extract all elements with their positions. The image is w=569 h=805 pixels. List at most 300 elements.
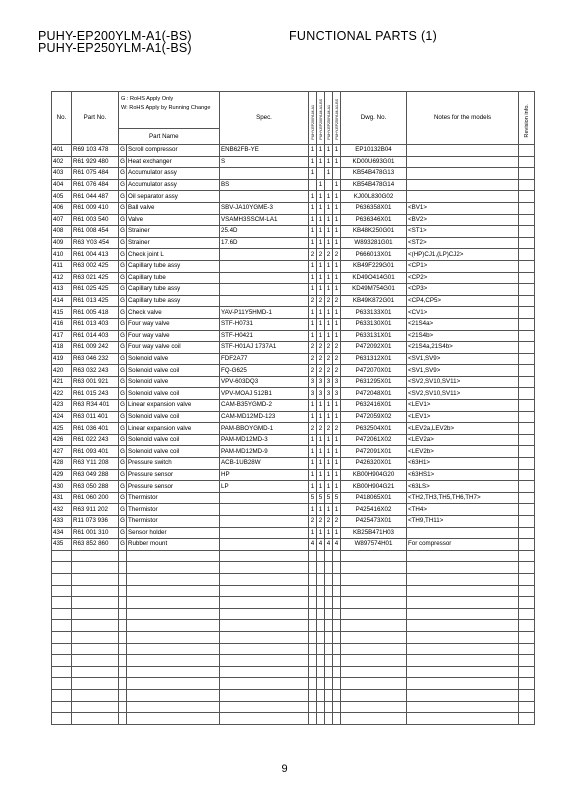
row-qty: 4 (333, 539, 341, 551)
row-revision (519, 469, 535, 481)
row-revision (519, 527, 535, 539)
empty-cell (341, 608, 407, 620)
empty-cell (127, 689, 220, 701)
empty-cell (341, 573, 407, 585)
row-part-name: Accumulator assy (127, 179, 220, 191)
row-qty: 3 (325, 388, 333, 400)
row-dwg-no: P425416X02 (341, 504, 407, 516)
empty-cell (333, 701, 341, 713)
row-qty: 1 (317, 458, 325, 470)
model-col-label: PUHY-EP250YLM-A1-BS (334, 99, 339, 140)
row-no: 427 (52, 446, 72, 458)
row-rohs-flag: G (119, 481, 127, 493)
row-qty: 1 (317, 237, 325, 249)
empty-cell (519, 713, 535, 725)
row-part-no: R61 044 487 (72, 191, 119, 203)
row-notes (407, 168, 519, 180)
row-part-name: Solenoid valve (127, 376, 220, 388)
row-qty: 1 (333, 527, 341, 539)
empty-cell (317, 597, 325, 609)
empty-cell (407, 713, 519, 725)
row-qty: 1 (325, 504, 333, 516)
row-qty: 1 (333, 272, 341, 284)
empty-cell (72, 597, 119, 609)
row-qty: 1 (317, 156, 325, 168)
table-row (52, 168, 535, 180)
row-qty: 1 (309, 307, 317, 319)
empty-cell (127, 666, 220, 678)
empty-cell (127, 713, 220, 725)
empty-row (52, 620, 535, 632)
table-row (52, 342, 535, 354)
empty-cell (519, 562, 535, 574)
row-part-name: Strainer (127, 237, 220, 249)
row-rohs-flag: G (119, 295, 127, 307)
row-qty: 1 (325, 272, 333, 284)
row-qty: 1 (333, 237, 341, 249)
row-qty: 1 (333, 481, 341, 493)
row-spec: PAM-BBOYGMD-1 (220, 423, 309, 435)
row-qty (325, 179, 333, 191)
empty-cell (519, 573, 535, 585)
table-row (52, 226, 535, 238)
empty-cell (119, 666, 127, 678)
row-qty: 2 (317, 342, 325, 354)
table-row (52, 539, 535, 551)
empty-cell (519, 643, 535, 655)
row-revision (519, 307, 535, 319)
row-part-no: R61 025 425 (72, 284, 119, 296)
row-part-name: Check joint L (127, 249, 220, 261)
row-no: 429 (52, 469, 72, 481)
empty-cell (309, 689, 317, 701)
empty-cell (220, 701, 309, 713)
row-spec: BS (220, 179, 309, 191)
row-rohs-flag: G (119, 168, 127, 180)
row-revision (519, 260, 535, 272)
row-part-name: Accumulator assy (127, 168, 220, 180)
row-part-no: R63 049 288 (72, 469, 119, 481)
empty-cell (317, 573, 325, 585)
empty-row (52, 562, 535, 574)
row-spec: FQ-G625 (220, 365, 309, 377)
empty-row (52, 573, 535, 585)
row-qty: 1 (333, 226, 341, 238)
row-dwg-no: P631295X01 (341, 376, 407, 388)
empty-cell (52, 701, 72, 713)
row-qty (309, 179, 317, 191)
row-no: 404 (52, 179, 72, 191)
row-spec (220, 504, 309, 516)
row-revision (519, 353, 535, 365)
row-no: 411 (52, 260, 72, 272)
empty-cell (341, 620, 407, 632)
empty-cell (127, 620, 220, 632)
row-qty: 1 (309, 145, 317, 157)
row-notes (407, 179, 519, 191)
row-qty: 2 (325, 423, 333, 435)
rohs-legend (121, 95, 210, 113)
empty-cell (72, 631, 119, 643)
empty-cell (333, 562, 341, 574)
empty-cell (119, 713, 127, 725)
row-revision (519, 516, 535, 528)
empty-cell (317, 701, 325, 713)
empty-cell (220, 713, 309, 725)
row-notes: <ST1> (407, 226, 519, 238)
row-dwg-no: KB48K250G01 (341, 226, 407, 238)
empty-cell (72, 550, 119, 562)
row-spec: 17.6D (220, 237, 309, 249)
row-qty: 1 (325, 411, 333, 423)
row-spec: VPV-MOAJ 512B1 (220, 388, 309, 400)
row-rohs-flag: G (119, 411, 127, 423)
row-spec (220, 527, 309, 539)
table-row (52, 516, 535, 528)
row-revision (519, 145, 535, 157)
empty-row (52, 550, 535, 562)
empty-cell (52, 643, 72, 655)
row-qty: 4 (317, 539, 325, 551)
row-part-no: R61 009 410 (72, 202, 119, 214)
table-header-row (52, 92, 535, 145)
empty-cell (309, 573, 317, 585)
row-qty: 1 (333, 202, 341, 214)
row-qty: 3 (325, 376, 333, 388)
row-revision (519, 411, 535, 423)
empty-cell (333, 550, 341, 562)
empty-cell (407, 655, 519, 667)
row-no: 413 (52, 284, 72, 296)
header-revision (519, 92, 535, 145)
row-rohs-flag: G (119, 527, 127, 539)
empty-cell (119, 643, 127, 655)
row-part-no: R63 001 921 (72, 376, 119, 388)
row-rohs-flag: G (119, 469, 127, 481)
row-rohs-flag: G (119, 353, 127, 365)
model-col-label: PUHY-EP250YLM-A1 (326, 105, 331, 140)
row-part-no: R61 060 200 (72, 492, 119, 504)
row-rohs-flag: G (119, 342, 127, 354)
row-revision (519, 492, 535, 504)
row-revision (519, 481, 535, 493)
row-qty: 1 (317, 202, 325, 214)
empty-cell (317, 689, 325, 701)
empty-cell (127, 643, 220, 655)
row-qty: 1 (309, 481, 317, 493)
row-part-name: Solenoid valve coil (127, 365, 220, 377)
row-notes: <63H1> (407, 458, 519, 470)
row-spec (220, 516, 309, 528)
header-dwg-no: Dwg. No. (341, 92, 407, 145)
row-no: 407 (52, 214, 72, 226)
row-part-no: R63 852 860 (72, 539, 119, 551)
empty-cell (333, 689, 341, 701)
row-qty: 1 (317, 504, 325, 516)
row-qty: 1 (333, 446, 341, 458)
table-row (52, 191, 535, 203)
empty-cell (72, 701, 119, 713)
row-dwg-no: P472092X01 (341, 342, 407, 354)
row-rohs-flag: G (119, 434, 127, 446)
empty-cell (52, 608, 72, 620)
row-spec (220, 272, 309, 284)
row-notes: <CP2> (407, 272, 519, 284)
table-row (52, 284, 535, 296)
table-row (52, 376, 535, 388)
row-notes: <21S4b> (407, 330, 519, 342)
empty-row (52, 608, 535, 620)
row-part-no: R63 002 425 (72, 260, 119, 272)
empty-cell (72, 689, 119, 701)
empty-cell (519, 585, 535, 597)
row-qty: 1 (325, 260, 333, 272)
row-notes: <SV1,SV9> (407, 353, 519, 365)
row-qty: 1 (317, 527, 325, 539)
row-qty: 1 (333, 179, 341, 191)
row-qty: 1 (325, 481, 333, 493)
row-qty: 1 (325, 226, 333, 238)
row-qty: 1 (317, 226, 325, 238)
row-revision (519, 342, 535, 354)
table-row (52, 272, 535, 284)
header-spec: Spec. (220, 92, 309, 145)
row-qty: 1 (309, 168, 317, 180)
row-qty: 2 (309, 365, 317, 377)
row-dwg-no: KD00U693G01 (341, 156, 407, 168)
row-qty: 1 (309, 214, 317, 226)
row-qty: 1 (309, 237, 317, 249)
row-no: 418 (52, 342, 72, 354)
parts-table-body (52, 145, 535, 725)
table-row (52, 237, 535, 249)
row-revision (519, 318, 535, 330)
row-part-no: R61 075 484 (72, 168, 119, 180)
parts-table (51, 91, 535, 725)
empty-cell (333, 585, 341, 597)
row-qty: 1 (325, 330, 333, 342)
empty-cell (333, 643, 341, 655)
empty-cell (407, 689, 519, 701)
row-notes (407, 145, 519, 157)
row-spec: VPV-603DQ3 (220, 376, 309, 388)
empty-cell (52, 689, 72, 701)
empty-cell (119, 620, 127, 632)
empty-cell (333, 597, 341, 609)
row-notes: <LEV1> (407, 411, 519, 423)
empty-cell (519, 620, 535, 632)
empty-cell (72, 713, 119, 725)
row-qty: 1 (309, 469, 317, 481)
row-qty: 4 (325, 539, 333, 551)
table-row (52, 249, 535, 261)
row-qty: 2 (317, 365, 325, 377)
row-qty: 1 (309, 330, 317, 342)
empty-cell (333, 608, 341, 620)
empty-cell (341, 585, 407, 597)
empty-cell (333, 713, 341, 725)
empty-row (52, 713, 535, 725)
empty-cell (341, 643, 407, 655)
row-qty: 2 (317, 423, 325, 435)
row-qty: 1 (317, 318, 325, 330)
row-part-name: Capillary tube assy (127, 295, 220, 307)
empty-cell (220, 655, 309, 667)
row-rohs-flag: G (119, 318, 127, 330)
table-row (52, 388, 535, 400)
row-qty: 1 (309, 272, 317, 284)
empty-cell (119, 550, 127, 562)
row-qty: 1 (333, 434, 341, 446)
row-spec (220, 295, 309, 307)
table-row (52, 318, 535, 330)
row-rohs-flag: G (119, 145, 127, 157)
row-rohs-flag: G (119, 423, 127, 435)
empty-cell (325, 620, 333, 632)
row-qty: 1 (333, 469, 341, 481)
row-notes: <CV1> (407, 307, 519, 319)
empty-cell (220, 585, 309, 597)
empty-cell (341, 713, 407, 725)
row-notes: <63LS> (407, 481, 519, 493)
row-part-name: Ball valve (127, 202, 220, 214)
row-part-name: Pressure switch (127, 458, 220, 470)
empty-cell (72, 655, 119, 667)
row-part-name: Thermistor (127, 492, 220, 504)
row-spec: ACB-1UB28W (220, 458, 309, 470)
row-revision (519, 330, 535, 342)
row-qty: 1 (317, 179, 325, 191)
empty-cell (52, 655, 72, 667)
empty-cell (72, 573, 119, 585)
empty-cell (309, 655, 317, 667)
row-part-no: R61 003 540 (72, 214, 119, 226)
empty-cell (325, 608, 333, 620)
row-rohs-flag: G (119, 365, 127, 377)
row-qty: 2 (317, 295, 325, 307)
row-qty: 2 (309, 423, 317, 435)
row-dwg-no: KD49O414G01 (341, 272, 407, 284)
row-no: 420 (52, 365, 72, 377)
empty-cell (127, 678, 220, 690)
row-qty: 1 (325, 469, 333, 481)
empty-cell (317, 585, 325, 597)
row-qty: 1 (317, 307, 325, 319)
row-dwg-no: KB54B478G13 (341, 168, 407, 180)
empty-cell (309, 666, 317, 678)
row-qty: 1 (325, 458, 333, 470)
row-revision (519, 295, 535, 307)
row-no: 426 (52, 434, 72, 446)
row-part-name: Thermistor (127, 516, 220, 528)
row-rohs-flag: G (119, 446, 127, 458)
row-qty: 1 (325, 434, 333, 446)
row-spec: PAM-MD12MD-3 (220, 434, 309, 446)
table-row (52, 202, 535, 214)
empty-cell (317, 631, 325, 643)
row-dwg-no: P472061X02 (341, 434, 407, 446)
row-notes: <CP4,CP5> (407, 295, 519, 307)
row-qty: 1 (317, 330, 325, 342)
empty-cell (325, 585, 333, 597)
row-qty: 2 (317, 353, 325, 365)
row-revision (519, 226, 535, 238)
row-part-no: R61 013 425 (72, 295, 119, 307)
row-no: 428 (52, 458, 72, 470)
row-qty: 5 (317, 492, 325, 504)
row-qty: 1 (317, 411, 325, 423)
row-dwg-no: P631312X01 (341, 353, 407, 365)
header-notes: Notes for the models (407, 92, 519, 145)
row-qty: 2 (325, 353, 333, 365)
row-dwg-no: KB00H904G20 (341, 469, 407, 481)
row-qty: 1 (325, 284, 333, 296)
empty-cell (317, 550, 325, 562)
row-qty: 3 (309, 388, 317, 400)
row-part-no: R61 008 454 (72, 226, 119, 238)
empty-cell (325, 631, 333, 643)
row-qty: 1 (333, 260, 341, 272)
row-rohs-flag: G (119, 179, 127, 191)
empty-cell (119, 655, 127, 667)
row-spec (220, 249, 309, 261)
row-dwg-no: P636346X01 (341, 214, 407, 226)
empty-cell (72, 666, 119, 678)
row-dwg-no: KB25B471H03 (341, 527, 407, 539)
row-part-no: R61 014 403 (72, 330, 119, 342)
row-rohs-flag: G (119, 284, 127, 296)
row-part-name: Thermistor (127, 504, 220, 516)
table-row (52, 411, 535, 423)
row-revision (519, 156, 535, 168)
header-no: No. (52, 92, 72, 145)
row-qty: 1 (333, 156, 341, 168)
row-part-no: R69 103 478 (72, 145, 119, 157)
empty-row (52, 597, 535, 609)
table-row (52, 504, 535, 516)
row-part-no: R61 093 401 (72, 446, 119, 458)
row-qty: 1 (333, 307, 341, 319)
empty-cell (407, 597, 519, 609)
empty-cell (341, 701, 407, 713)
row-qty: 1 (309, 202, 317, 214)
row-qty: 1 (325, 168, 333, 180)
row-spec (220, 260, 309, 272)
empty-cell (72, 643, 119, 655)
row-qty: 5 (325, 492, 333, 504)
row-notes: <SV1,SV9> (407, 365, 519, 377)
row-rohs-flag: G (119, 504, 127, 516)
row-no: 430 (52, 481, 72, 493)
header-model-col (309, 92, 317, 145)
row-qty: 2 (333, 353, 341, 365)
empty-cell (341, 678, 407, 690)
empty-cell (220, 631, 309, 643)
row-part-name: Four way valve (127, 318, 220, 330)
table-row (52, 481, 535, 493)
row-dwg-no: P472048X01 (341, 388, 407, 400)
row-part-no: R63 032 243 (72, 365, 119, 377)
empty-cell (119, 597, 127, 609)
row-dwg-no: P633131X01 (341, 330, 407, 342)
empty-cell (325, 562, 333, 574)
row-qty: 1 (317, 145, 325, 157)
empty-cell (325, 689, 333, 701)
row-qty: 3 (309, 376, 317, 388)
row-part-name: Check valve (127, 307, 220, 319)
row-part-no: R61 022 243 (72, 434, 119, 446)
empty-cell (309, 562, 317, 574)
